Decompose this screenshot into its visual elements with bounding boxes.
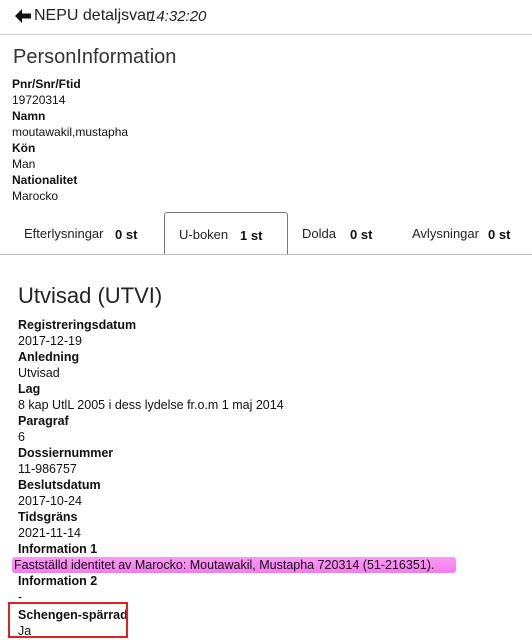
timestamp: 14:32:20 — [148, 8, 207, 25]
tab-underline — [0, 254, 532, 255]
top-bar — [0, 0, 532, 34]
field-paragraf — [18, 413, 518, 445]
field-lag — [18, 381, 518, 413]
tab-label: U-boken — [179, 227, 229, 242]
record-title: Utvisad (UTVI) — [18, 283, 163, 308]
field-value: 2021-11-14 — [18, 526, 82, 540]
field-value: 8 kap UtlL 2005 i dess lydelse fr.o.m 1 maj 2014 — [18, 398, 284, 412]
field-value: Ja — [18, 624, 32, 638]
field-label: Lag — [18, 382, 41, 396]
field-value: 19720314 — [12, 93, 66, 107]
header-divider — [0, 34, 532, 35]
field-value — [14, 557, 518, 573]
field-label: Paragraf — [18, 414, 69, 428]
field-information-1 — [14, 541, 518, 573]
tab-dolda[interactable] — [290, 212, 400, 254]
tab-count: 1 st — [240, 228, 263, 243]
tab-label: Avlysningar — [412, 226, 479, 241]
tab-avlysningar[interactable] — [402, 212, 530, 254]
annotation-box — [8, 602, 128, 638]
field-kon — [12, 140, 512, 172]
tab-count: 0 st — [488, 227, 511, 242]
field-label: Beslutsdatum — [18, 478, 101, 492]
field-nationalitet — [12, 172, 512, 204]
record-details — [14, 317, 518, 639]
tab-label: Efterlysningar — [24, 226, 104, 241]
person-info-title: PersonInformation — [13, 46, 177, 68]
field-value: Man — [12, 157, 36, 171]
tab-bar — [0, 212, 532, 256]
field-information-2 — [18, 573, 518, 605]
field-value: - — [18, 590, 23, 604]
field-beslutsdatum — [18, 477, 518, 509]
field-registreringsdatum — [18, 317, 518, 349]
field-namn — [12, 108, 512, 140]
tab-efterlysningar[interactable] — [8, 212, 158, 254]
field-label: Namn — [12, 109, 46, 123]
field-value: moutawakil,mustapha — [12, 125, 129, 139]
field-value: 11-986757 — [18, 462, 77, 476]
field-label: Kön — [12, 141, 36, 155]
field-dossiernummer — [18, 445, 518, 477]
field-value: Utvisad — [18, 366, 60, 380]
field-value: 2017-10-24 — [18, 494, 82, 508]
field-label: Anledning — [18, 350, 80, 364]
app-title: NEPU detaljsvar — [34, 7, 152, 24]
field-anledning — [18, 349, 518, 381]
person-info-section — [12, 76, 512, 204]
field-label: Information 1 — [18, 542, 98, 556]
field-tidsgrans — [18, 509, 518, 541]
arrow-left-icon[interactable] — [14, 8, 32, 24]
tab-count: 0 st — [350, 227, 373, 242]
field-label: Dossiernummer — [18, 446, 114, 460]
field-pnr — [12, 76, 512, 108]
field-value: 6 — [18, 430, 25, 444]
field-label: Schengen-spärrad — [18, 608, 128, 622]
field-label: Registreringsdatum — [18, 318, 137, 332]
highlighted-text: Fastställd identitet av Marocko: Moutawakil, Mustapha 720314 (51-216351). — [12, 557, 456, 573]
field-label: Tidsgräns — [18, 510, 78, 524]
field-label: Pnr/Snr/Ftid — [12, 77, 81, 91]
tab-count: 0 st — [115, 227, 138, 242]
tab-u-boken[interactable] — [164, 212, 288, 255]
field-label: Nationalitet — [12, 173, 78, 187]
tab-label: Dolda — [302, 226, 336, 241]
field-value: 2017-12-19 — [18, 334, 82, 348]
field-value: Marocko — [12, 189, 59, 203]
field-label: Information 2 — [18, 574, 98, 588]
